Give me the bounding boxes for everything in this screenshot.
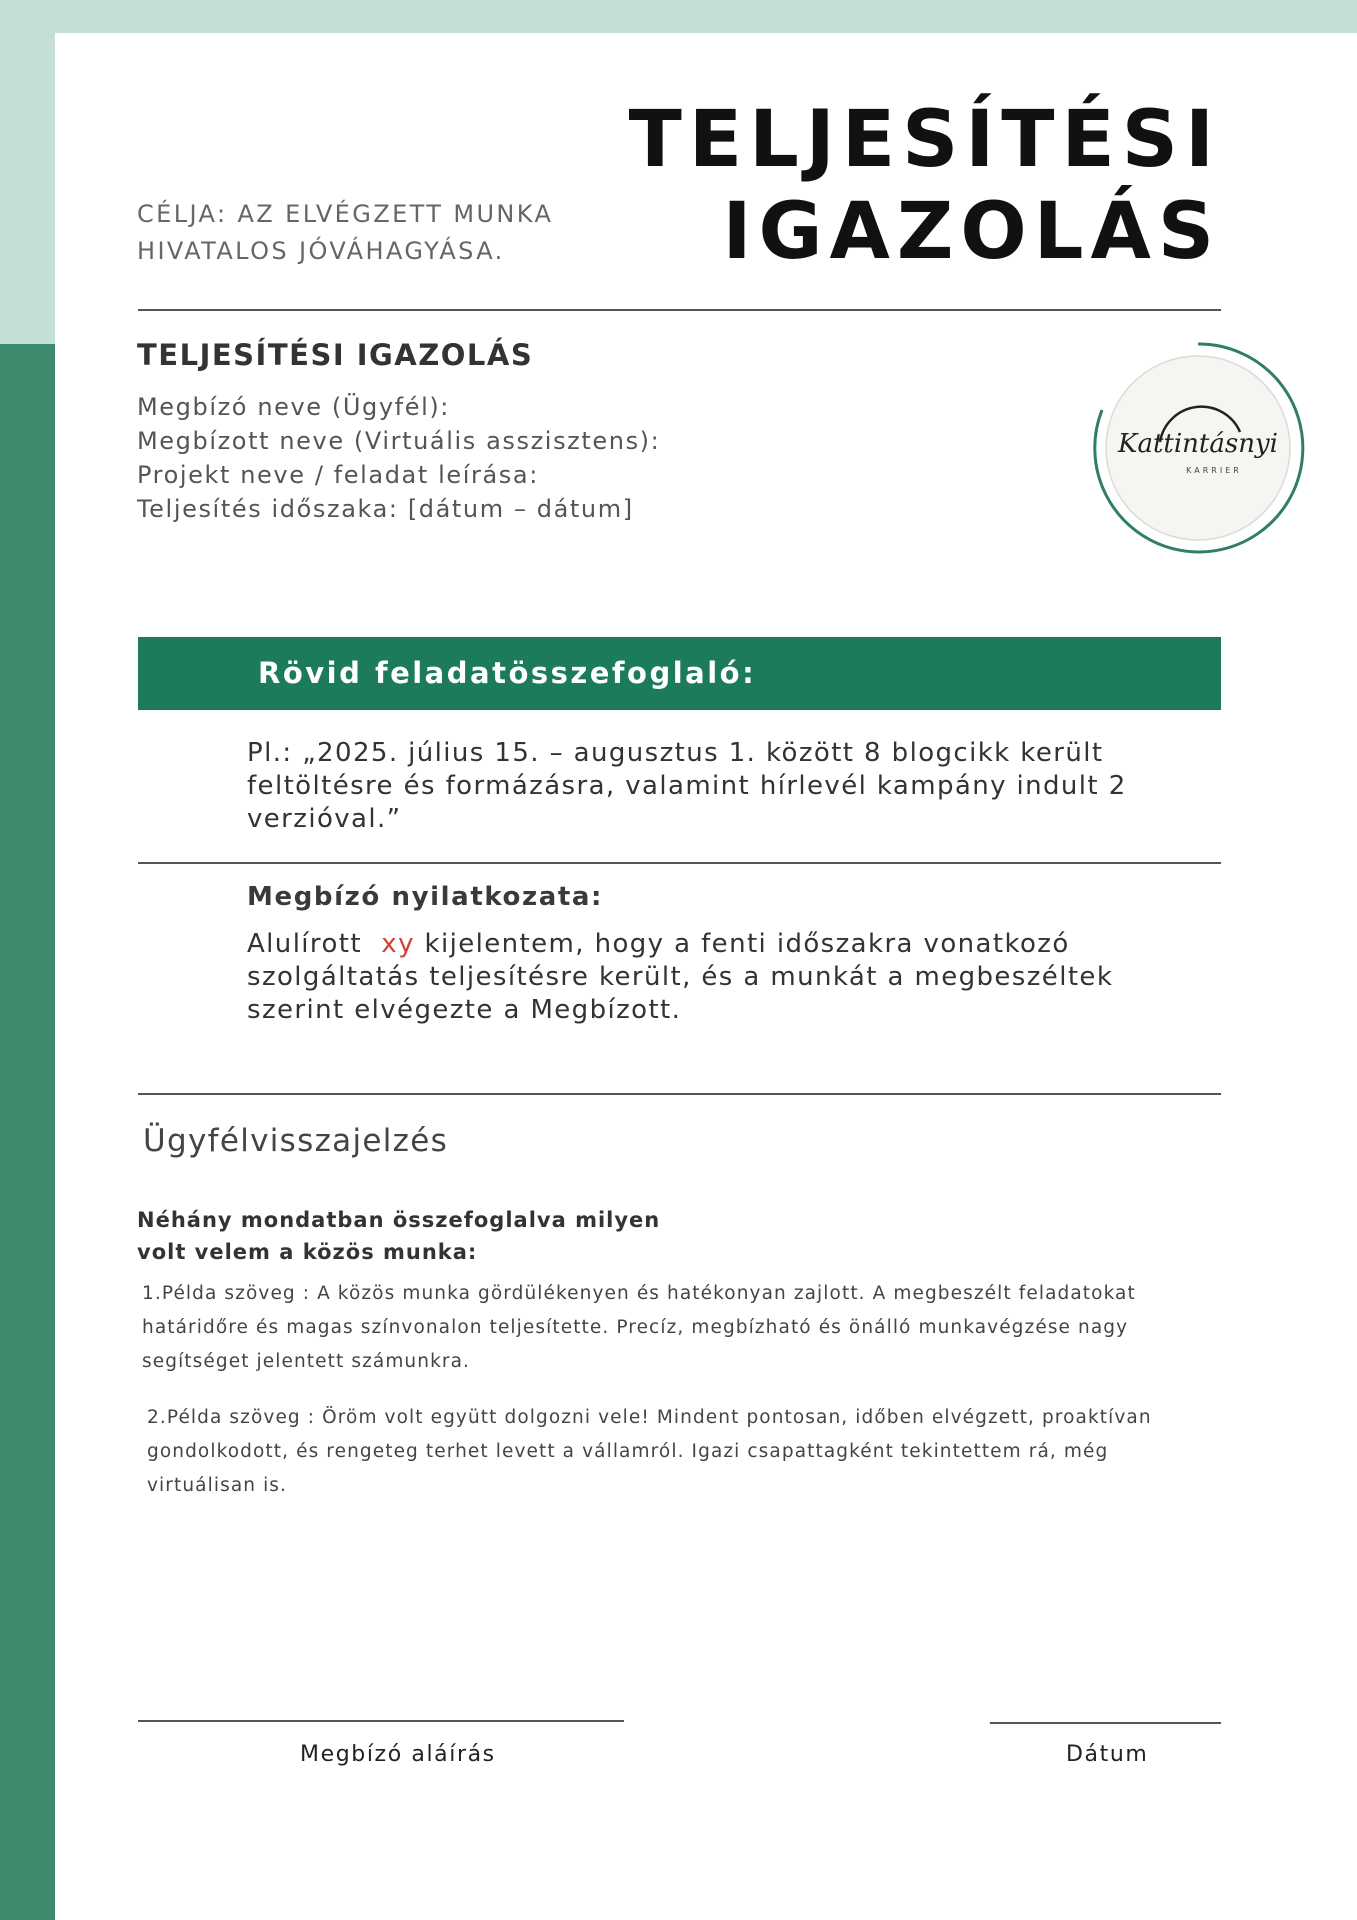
title-line-1: TELJESÍTÉSI (628, 95, 1221, 185)
brand-logo (1090, 340, 1306, 556)
example-2-line: virtuálisan is. (147, 1475, 288, 1496)
summary-banner (138, 637, 1221, 710)
title-line-2: IGAZOLÁS (722, 187, 1221, 277)
declaration-prefix: Alulírott (247, 929, 362, 959)
field-contractor-name: Megbízott neve (Virtuális asszisztens): (137, 427, 661, 455)
summary-example-line: Pl.: „2025. július 15. – augusztus 1. között 8 blogcikk került (247, 738, 1104, 768)
left-band-dark (0, 344, 55, 1920)
date-signature-line (990, 1722, 1221, 1724)
feedback-question (137, 1204, 660, 1268)
declaration-heading: Megbízó nyilatkozata: (247, 882, 604, 912)
summary-label: Rövid feladatösszefoglaló: (258, 656, 757, 690)
left-band-light (0, 0, 55, 344)
declaration-suffix: kijelentem, hogy a fenti időszakra vonatkozó (424, 929, 1070, 959)
example-1-line: határidőre és magas színvonalon teljesítette. Precíz, megbízható és önálló munkavégzése nagy (142, 1317, 1129, 1338)
logo-caption: KARRIER (1186, 466, 1242, 475)
feedback-example-1 (142, 1277, 1192, 1379)
example-1-line: 1.Példa szöveg : A közös munka gördülékenyen és hatékonyan zajlott. A megbeszélt feladatokat (142, 1283, 1136, 1304)
example-1-line: segítséget jelentett számunkra. (142, 1351, 471, 1372)
declaration-line-3: szerint elvégezte a Megbízott. (247, 995, 682, 1025)
question-line-2: volt velem a közös munka: (137, 1240, 478, 1264)
declaration-line-1 (247, 928, 1147, 961)
info-fields (137, 390, 660, 526)
date-label: Dátum (1066, 1742, 1149, 1767)
client-signature-label: Megbízó aláírás (300, 1742, 496, 1767)
summary-example (247, 737, 1147, 836)
summary-example-line: verzióval.” (247, 804, 402, 834)
header-divider (138, 309, 1221, 311)
client-signature-line (138, 1720, 624, 1722)
document-purpose (137, 196, 657, 270)
logo-script-text: Kattintásnyi (1118, 429, 1278, 459)
example-2-line: gondolkodott, és rengeteg terhet levett a vállamról. Igazi csapattagként tekintettem rá, még (147, 1441, 1109, 1462)
purpose-line-2: HIVATALOS JÓVÁHAGYÁSA. (137, 237, 505, 265)
field-project-description: Projekt neve / feladat leírása: (137, 461, 539, 489)
top-color-band (0, 0, 1357, 33)
declaration-text (247, 928, 1147, 1027)
purpose-line-1: CÉLJA: AZ ELVÉGZETT MUNKA (137, 200, 554, 228)
declaration-line-2: szolgáltatás teljesítésre került, és a munkát a megbeszéltek (247, 962, 1114, 992)
summary-divider (138, 862, 1221, 864)
name-placeholder: xy (381, 929, 415, 959)
declaration-divider (138, 1093, 1221, 1095)
question-line-1: Néhány mondatban összefoglalva milyen (137, 1208, 661, 1232)
page-title (629, 94, 1221, 278)
field-performance-period: Teljesítés időszaka: [dátum – dátum] (137, 495, 634, 523)
summary-example-line: feltöltésre és formázásra, valamint hírlevél kampány indult 2 (247, 771, 1127, 801)
feedback-example-2 (147, 1401, 1197, 1503)
feedback-heading: Ügyfélvisszajelzés (143, 1123, 449, 1159)
field-client-name: Megbízó neve (Ügyfél): (137, 393, 450, 421)
info-heading: TELJESÍTÉSI IGAZOLÁS (137, 338, 534, 372)
example-2-line: 2.Példa szöveg : Öröm volt együtt dolgozni vele! Mindent pontosan, időben elvégzett, proaktívan (147, 1407, 1152, 1428)
